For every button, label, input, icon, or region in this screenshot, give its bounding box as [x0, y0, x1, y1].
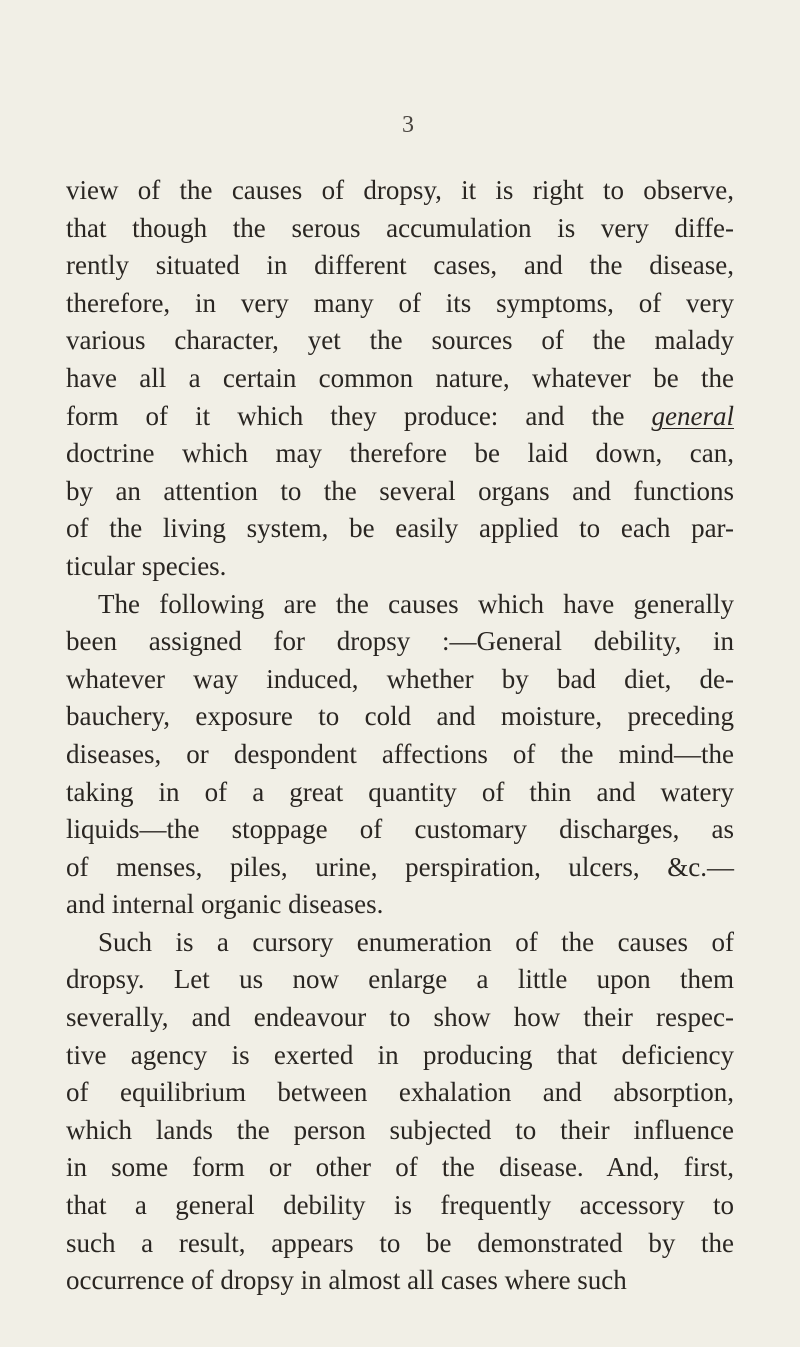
- text-line: therefore, in very many of its symptoms, of very: [66, 287, 734, 318]
- text-line: which lands the person subjected to their influence: [66, 1114, 734, 1145]
- text-line: have all a certain common nature, whatever be the: [66, 362, 734, 393]
- text-line: of equilibrium between exhalation and absorption,: [66, 1077, 734, 1108]
- text-line: of the living system, be easily applied to each par-: [66, 513, 734, 544]
- text-line: rently situated in different cases, and the disease,: [66, 250, 734, 281]
- text-line: severally, and endeavour to show how their respec-: [66, 1002, 734, 1033]
- text-line: dropsy. Let us now enlarge a little upon them: [66, 964, 734, 995]
- text-line: that though the serous accumulation is very diffe-: [66, 212, 734, 243]
- text-line: taking in of a great quantity of thin and watery: [66, 776, 734, 807]
- text-line: been assigned for dropsy :—General debility, in: [66, 626, 734, 657]
- text-line: liquids—the stoppage of customary discharges, as: [66, 814, 734, 845]
- paragraph-start-line: The following are the causes which have generally: [98, 588, 734, 619]
- text-line: diseases, or despondent affections of the mind—the: [66, 738, 734, 769]
- text-line: in some form or other of the disease. And, first,: [66, 1152, 734, 1183]
- paragraph-start-line: Such is a cursory enumeration of the causes of: [98, 926, 734, 957]
- text-line: whatever way induced, whether by bad diet, de-: [66, 663, 734, 694]
- text-line: ticular species.: [66, 550, 227, 581]
- text-line: various character, yet the sources of the malady: [66, 325, 734, 356]
- text-line: tive agency is exerted in producing that deficiency: [66, 1039, 734, 1070]
- text-line: [66, 398, 734, 436]
- text-segment: form of it which they produce: and the: [66, 400, 625, 431]
- page-number: 3: [402, 112, 414, 138]
- text-line: view of the causes of dropsy, it is right to observe,: [66, 175, 734, 205]
- body-text: [66, 172, 734, 1300]
- text-line: such a result, appears to be demonstrated by the: [66, 1227, 734, 1258]
- text-line: and internal organic diseases.: [66, 889, 384, 920]
- text-line: occurrence of dropsy in almost all cases where such: [66, 1265, 627, 1296]
- text-line: of menses, piles, urine, perspiration, ulcers, &c.—: [66, 851, 734, 882]
- text-line: by an attention to the several organs and functions: [66, 475, 734, 506]
- text-line: doctrine which may therefore be laid down, can,: [66, 438, 734, 469]
- emphasized-word: general: [651, 400, 734, 431]
- text-line: that a general debility is frequently accessory to: [66, 1190, 734, 1221]
- text-line: bauchery, exposure to cold and moisture, preceding: [66, 701, 734, 732]
